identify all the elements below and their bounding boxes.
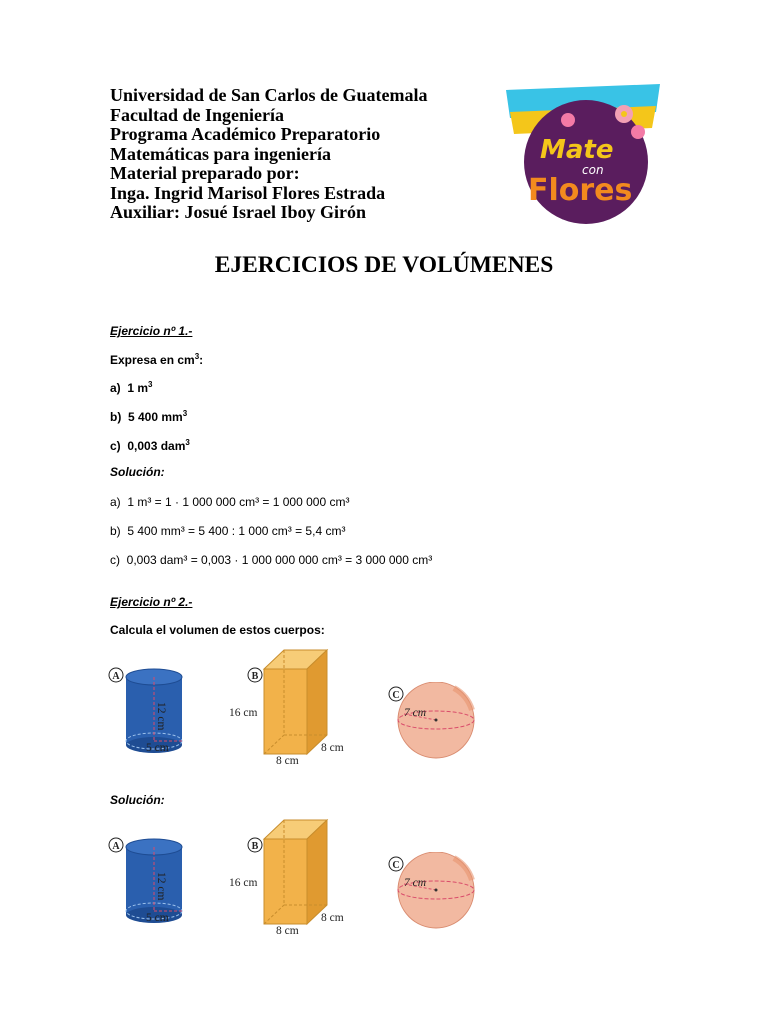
svg-text:5 cm: 5 cm: [146, 742, 169, 754]
header-line-assistant: Auxiliar: Josué Israel Iboy Girón: [110, 202, 367, 222]
svg-text:8 cm: 8 cm: [276, 755, 299, 766]
figure-c-badge: [389, 687, 403, 701]
svg-text:B: B: [251, 671, 259, 682]
page-title: EJERCICIOS DE VOLÚMENES: [214, 252, 554, 278]
figure-b-badge: [248, 668, 262, 682]
svg-text:8 cm: 8 cm: [321, 742, 344, 754]
exercise-1-solution-c: c) 0,003 dam³ = 0,003 · 1 000 000 000 cm³ = 3 000 000 cm³: [110, 553, 433, 567]
svg-text:C: C: [392, 860, 400, 871]
exercise-1-solution-a: a) 1 m³ = 1 · 1 000 000 cm³ = 1 000 000 cm³: [110, 495, 350, 509]
header-line-course: Matemáticas para ingeniería: [110, 143, 331, 164]
institution-header: [110, 86, 428, 223]
svg-text:A: A: [112, 841, 120, 852]
exercise-2-heading: Ejercicio nº 2.-: [110, 595, 193, 609]
svg-text:8 cm: 8 cm: [321, 912, 344, 924]
svg-text:7 cm: 7 cm: [404, 707, 427, 719]
header-line-faculty: Facultad de Ingeniería: [110, 104, 284, 125]
solution-figure-b-badge: [248, 838, 262, 852]
solution-figure-a-badge: [109, 838, 123, 852]
header-line-author: Inga. Ingrid Marisol Flores Estrada: [110, 182, 386, 203]
figure-a-badge: [109, 668, 123, 682]
solution-sphere-figure-c: [384, 852, 478, 936]
exercise-1-heading: Ejercicio nº 1.-: [110, 324, 193, 338]
exercise-2-solution-label: Solución:: [110, 793, 165, 807]
svg-text:16 cm: 16 cm: [229, 707, 258, 719]
svg-text:Flores: Flores: [528, 173, 633, 208]
svg-text:7 cm: 7 cm: [404, 877, 427, 889]
svg-text:5 cm: 5 cm: [146, 912, 169, 924]
svg-text:8 cm: 8 cm: [276, 925, 299, 936]
exercise-2-prompt: Calcula el volumen de estos cuerpos:: [110, 623, 325, 637]
svg-text:B: B: [251, 841, 259, 852]
svg-text:Mate: Mate: [540, 135, 614, 165]
svg-text:C: C: [392, 690, 400, 701]
exercise-1-item-a: a) 1 $m^3$: [110, 380, 153, 395]
exercise-1-item-c: c) 0,003 dam$^3$: [110, 438, 190, 453]
solution-figure-c-badge: [389, 857, 403, 871]
header-line-prepared-by: Material preparado por:: [110, 163, 300, 183]
exercise-1-solution-label: Solución:: [110, 465, 165, 479]
cylinder-figure-a: [106, 662, 190, 758]
svg-text:A: A: [112, 671, 120, 682]
mate-con-flores-logo: [506, 84, 660, 226]
prism-figure-b: [226, 648, 352, 766]
svg-text:12 cm: 12 cm: [155, 702, 167, 731]
svg-text:con: con: [582, 163, 604, 177]
solution-prism-figure-b: [226, 818, 352, 936]
exercise-1-solution-b: b) 5 400 mm³ = 5 400 : 1 000 cm³ = 5,4 cm³: [110, 524, 346, 538]
svg-text:16 cm: 16 cm: [229, 877, 258, 889]
header-line-university: Universidad de San Carlos de Guatemala: [110, 85, 428, 105]
exercise-1-prompt: Expresa en $cm^3$:: [110, 352, 204, 367]
sphere-figure-c: [384, 682, 478, 766]
svg-text:12 cm: 12 cm: [155, 872, 167, 901]
exercise-1-item-b: b) 5 400 $mm^3$: [110, 409, 188, 424]
solution-cylinder-figure-a: [106, 832, 190, 928]
header-line-program: Programa Académico Preparatorio: [110, 124, 381, 144]
